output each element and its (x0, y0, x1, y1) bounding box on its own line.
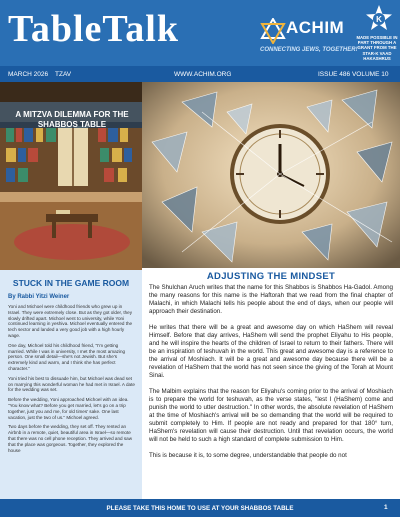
issue-number: ISSUE 486 VOLUME 10 (318, 71, 389, 78)
star-of-david-icon (260, 18, 286, 44)
page-number: 1 (384, 504, 388, 511)
shattered-clock-illustration (142, 82, 400, 268)
feature-title: A MITZVA DILEMMA FOR THE SHABBOS TABLE (15, 110, 129, 129)
paragraph: He writes that there will be a great and awesome day on which HaShem will reveal Himself. Before that day arrives, HaShem will send the prophet Eliyahu to His people, and he will inspire the hearts of the children of Israel to return to their fathers. There will be an inspiration of teshuvah in the world. This great and awesome day is a reference to the arrival of Moshiach. It will be a great and awesome day because there will be a revelation of HaShem that the world has not seen since the giving of the Torah at Mount Sinai. (149, 324, 393, 379)
right-article-body (149, 284, 393, 468)
star-k-icon (364, 4, 394, 34)
svg-text:K: K (376, 15, 382, 24)
paragraph: The Malbim explains that the reason for Eliyahu's coming prior to the arrival of Moshiach is to prepare the world for teshuvah, as the verse states, "lest I (HaShem) come and punish the world to utter destruction." In other words, the absolute revelation of HaShem at the time of Moshiach's arrival will be so demanding that the world will be required to submit completely to Him. If people are not ready and prepared for that 180° turn, HaShem's revelation will cause their destruction. Until that revelation occurs, the world will not be held to such a high standard of complete submission to Him. (149, 388, 393, 443)
footer-bar (0, 499, 400, 517)
newsletter-title: TableTalk (8, 8, 179, 50)
grant-note: MADE POSSIBLE IN PART THROUGH A GRANT FROM THE STAR-K VAAD HAKASHRUS (356, 35, 398, 61)
left-article-body (8, 304, 136, 457)
right-article-title: ADJUSTING THE MINDSET (206, 271, 336, 282)
achim-logo (260, 15, 360, 59)
achim-name: ACHIM (286, 18, 345, 37)
issue-info-bar (0, 66, 400, 82)
website-link[interactable]: WWW.ACHIM.ORG (174, 71, 232, 78)
mirror-clock-image (142, 82, 400, 268)
paragraph: One day, Michoel told his childhood friend, "I'm getting married. While I was in university, I met the most amazing person. One small detail—she's not Jewish. But she's extremely kind and warm, and I think she has perfect character." (8, 342, 126, 371)
article-byline: By Rabbi Yitzi Weiner (8, 294, 70, 300)
paragraph: Before the wedding, Yoni approached Michoel with an idea. "You know what? Before you get married, let's go on a trip together, just you and me, for old times' sake. One last vacation, just the two of us." Michoel agreed. (8, 397, 129, 420)
paragraph: This is because it is, to some degree, understandable that people do not (149, 452, 347, 459)
paragraph: Two days before the wedding, they set off. They rented an Airbnb in a remote, quiet, beautiful area in Israel—so remote that there was no cell phone reception. They arrived and saw that the place was gorgeous. Together, they explored the house (8, 424, 133, 453)
masthead (0, 0, 400, 66)
paragraph: Yoni tried his best to dissuade him, but Michoel was dead set on marrying this wonderful woman he had met in Israel. A date for the wedding was set. (8, 375, 135, 393)
issue-date: MARCH 2026 (8, 71, 49, 78)
footer-note: PLEASE TAKE THIS HOME TO USE AT YOUR SHABBOS TABLE (106, 505, 294, 512)
paragraph: Yoni and Michoel were childhood friends who grew up in Israel. They were extremely close. But as they got older, they slowly drifted apart. Michoel went to university, while Yoni continued learning in yeshiva. Michoel eventually entered the tech sector and landed a very good job with a high hourly wage. (8, 304, 133, 338)
paragraph: The Shulchan Aruch writes that the name for this Shabbos is Shabbos Ha-Gadol. Among the many reasons for this name is the Haftorah that we read from the final chapter of Malachi, in which Malachi tells his people about the end of days, when our people will approach their destination. (149, 284, 393, 315)
achim-tagline: CONNECTING JEWS, TOGETHER! (260, 47, 358, 53)
left-article-title: STUCK IN THE GAME ROOM (12, 278, 130, 288)
parsha-name: TZAV (55, 71, 72, 78)
